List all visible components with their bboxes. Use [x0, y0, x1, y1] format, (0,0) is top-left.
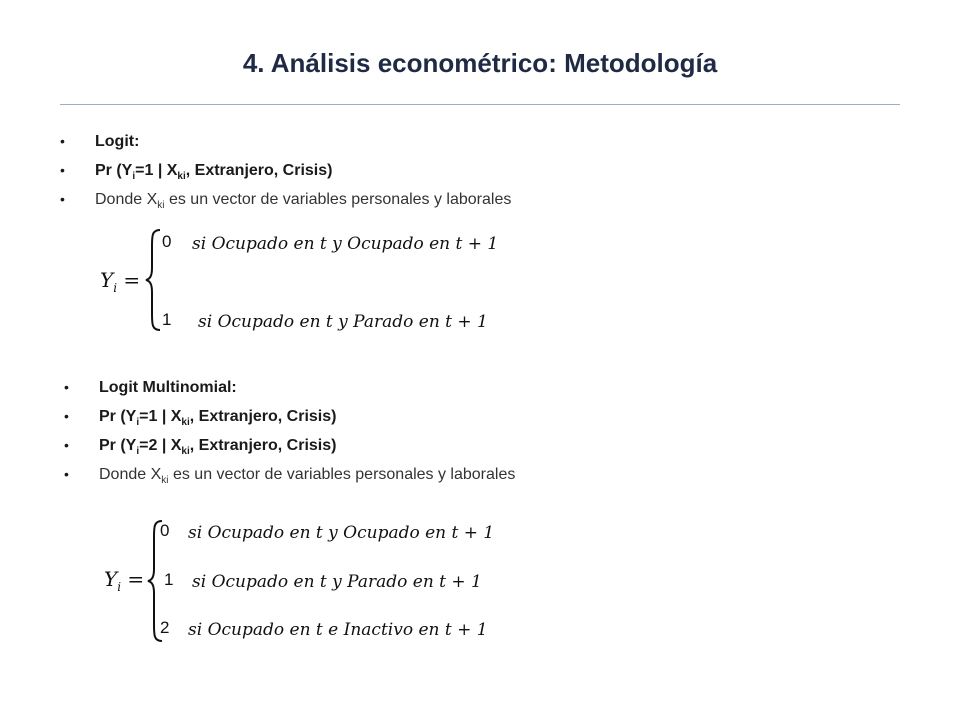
bullet-dot-icon: • [60, 162, 65, 178]
case-value: 1 [162, 310, 172, 329]
multinomial-bullet-list [64, 373, 515, 489]
multinomial-equation [100, 515, 520, 645]
prob-suffix: , Extranjero, Crisis) [189, 408, 337, 425]
case-condition: si Ocupado en t y Ocupado en t + 1 [188, 523, 495, 543]
logit-equation [100, 226, 520, 336]
bullet-dot-icon: • [64, 379, 69, 395]
case-condition: si Ocupado en t y Parado en t + 1 [198, 312, 488, 332]
subscript-i: i [132, 171, 136, 183]
bullet-text [95, 162, 333, 183]
bullet-logit-definition [60, 185, 511, 214]
case-condition: si Ocupado en t y Parado en t + 1 [192, 572, 482, 592]
bullet-multinomial-probability-2 [64, 431, 515, 460]
prob-suffix: , Extranjero, Crisis) [185, 162, 333, 179]
bullet-text [95, 191, 512, 212]
bullet-dot-icon: • [60, 191, 65, 207]
subscript-ki: ki [181, 417, 190, 429]
logit-bullet-list [60, 127, 511, 214]
bullet-dot-icon: • [64, 437, 69, 453]
definition-prefix: Donde X [99, 466, 162, 483]
bullet-multinomial-probability-1 [64, 402, 515, 431]
left-brace-icon [144, 228, 162, 332]
prob-middle: =1 | X [135, 162, 178, 179]
case-value: 1 [164, 570, 174, 589]
bullet-dot-icon: • [60, 133, 65, 149]
case-value: 2 [160, 618, 170, 637]
subscript-ki: ki [157, 200, 165, 212]
definition-suffix: es un vector de variables personales y laborales [164, 191, 512, 208]
equation-lhs-equals: = [117, 268, 141, 292]
case-condition: si Ocupado en t y Ocupado en t + 1 [192, 234, 499, 254]
subscript-ki: ki [161, 475, 169, 487]
bullet-multinomial-definition [64, 460, 515, 489]
prob-suffix: , Extranjero, Crisis) [189, 437, 337, 454]
equation-lhs-subscript: i [113, 281, 118, 295]
equation-lhs-variable: Y [104, 567, 118, 591]
bullet-text [99, 466, 516, 487]
prob-prefix: Pr (Y [95, 162, 133, 179]
bullet-multinomial-heading [64, 373, 515, 402]
bullet-text: Logit Multinomial: [99, 379, 237, 396]
bullet-dot-icon: • [64, 466, 69, 482]
prob-middle: =2 | X [139, 437, 182, 454]
title-divider [60, 104, 900, 105]
equation-lhs-equals: = [121, 567, 145, 591]
prob-prefix: Pr (Y [99, 437, 137, 454]
case-condition: si Ocupado en t e Inactivo en t + 1 [188, 620, 488, 640]
bullet-logit-heading [60, 127, 511, 156]
bullet-text [99, 408, 337, 429]
definition-suffix: es un vector de variables personales y laborales [168, 466, 516, 483]
subscript-ki: ki [181, 446, 190, 458]
subscript-i: i [136, 417, 140, 429]
bullet-dot-icon: • [64, 408, 69, 424]
slide-title: 4. Análisis econométrico: Metodología [242, 48, 718, 78]
equation-lhs-variable: Y [100, 268, 114, 292]
definition-prefix: Donde X [95, 191, 158, 208]
prob-prefix: Pr (Y [99, 408, 137, 425]
bullet-logit-probability [60, 156, 511, 185]
bullet-text [99, 437, 337, 458]
subscript-ki: ki [177, 171, 186, 183]
bullet-text: Logit: [95, 133, 140, 150]
subscript-i: i [136, 446, 140, 458]
case-value: 0 [162, 232, 172, 251]
equation-lhs [100, 268, 141, 295]
case-value: 0 [160, 521, 170, 540]
equation-lhs-subscript: i [117, 580, 122, 594]
prob-middle: =1 | X [139, 408, 182, 425]
equation-lhs [104, 567, 145, 594]
